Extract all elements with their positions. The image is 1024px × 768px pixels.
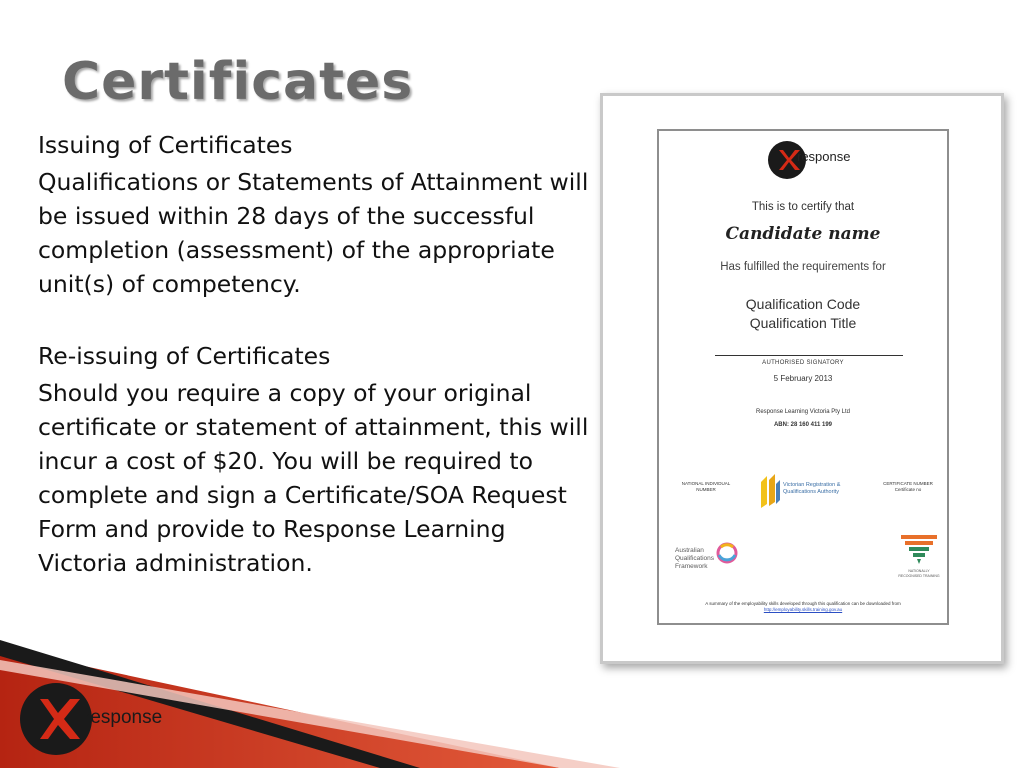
vrqa-text: [783, 482, 840, 496]
aqf-line-3: Framework: [675, 563, 708, 570]
issuing-body: Qualifications or Statements of Attainment will be issued within 28 days of the successful completion (assessment) of the appropriate unit(s) of competency.: [38, 168, 589, 298]
nrt-logo: [897, 533, 941, 577]
slide-content: [38, 128, 598, 580]
certificate-logo: [767, 137, 861, 183]
certificate-number: CERTIFICATE NUMBER Certificate no: [883, 481, 933, 492]
paragraph-spacer: [38, 301, 598, 339]
response-logo-icon: [18, 681, 94, 757]
aqf-logo-icon: [715, 541, 739, 565]
issuing-heading: Issuing of Certificates: [38, 131, 293, 159]
national-individual-number: NATIONAL INDIVIDUAL NUMBER: [681, 481, 731, 492]
candidate-name: Candidate name: [725, 224, 881, 244]
aqf-line-1: Australian: [675, 547, 704, 554]
aqf-logo: [675, 541, 741, 577]
signature-line: [715, 355, 903, 356]
aqf-text: [675, 547, 714, 571]
certificate-image: [600, 93, 1004, 664]
certify-text: This is to certify that: [751, 201, 855, 213]
footer-logo-text: response: [84, 707, 163, 728]
reissuing-heading: Re-issuing of Certificates: [38, 342, 331, 370]
summary-sentence: A summary of the employability skills developed through this qualification can be downloaded from: [705, 601, 901, 606]
slide-title: Certificates: [62, 52, 414, 112]
abn-number: ABN: 28 160 411 199: [773, 422, 833, 428]
fulfilled-text: Has fulfilled the requirements for: [720, 261, 886, 273]
nrt-text: NATIONALLY RECOGNISED TRAINING: [898, 569, 940, 578]
vrqa-logo: [755, 474, 859, 510]
footer-logo: [18, 681, 178, 761]
aqf-line-2: Qualifications: [675, 555, 715, 562]
qualification-code: Qualification Code: [745, 296, 861, 312]
authorised-signatory: AUTHORISED SIGNATORY: [762, 360, 844, 366]
vrqa-logo-icon: [759, 474, 781, 508]
organisation-name: Response Learning Victoria Pty Ltd: [756, 409, 850, 415]
reissuing-body: Should you require a copy of your original certificate or statement of attainment, this will incur a cost of $20. You will be required to complete and sign a Certificate/SOA Request Form and provide to Response Learning Victoria administration.: [38, 379, 589, 577]
certificate-date: 5 February 2013: [773, 374, 833, 383]
qualification-title: Qualification Title: [749, 315, 857, 331]
vrqa-line-2: Qualifications Authority: [783, 489, 839, 495]
certificate-border: [657, 129, 949, 625]
vrqa-line-1: Victorian Registration &: [783, 482, 841, 488]
nrt-logo-icon: [901, 533, 937, 565]
certificate-logo-text: response: [797, 149, 851, 164]
summary-link[interactable]: http://employability.skills.training.gov.au: [763, 607, 843, 612]
